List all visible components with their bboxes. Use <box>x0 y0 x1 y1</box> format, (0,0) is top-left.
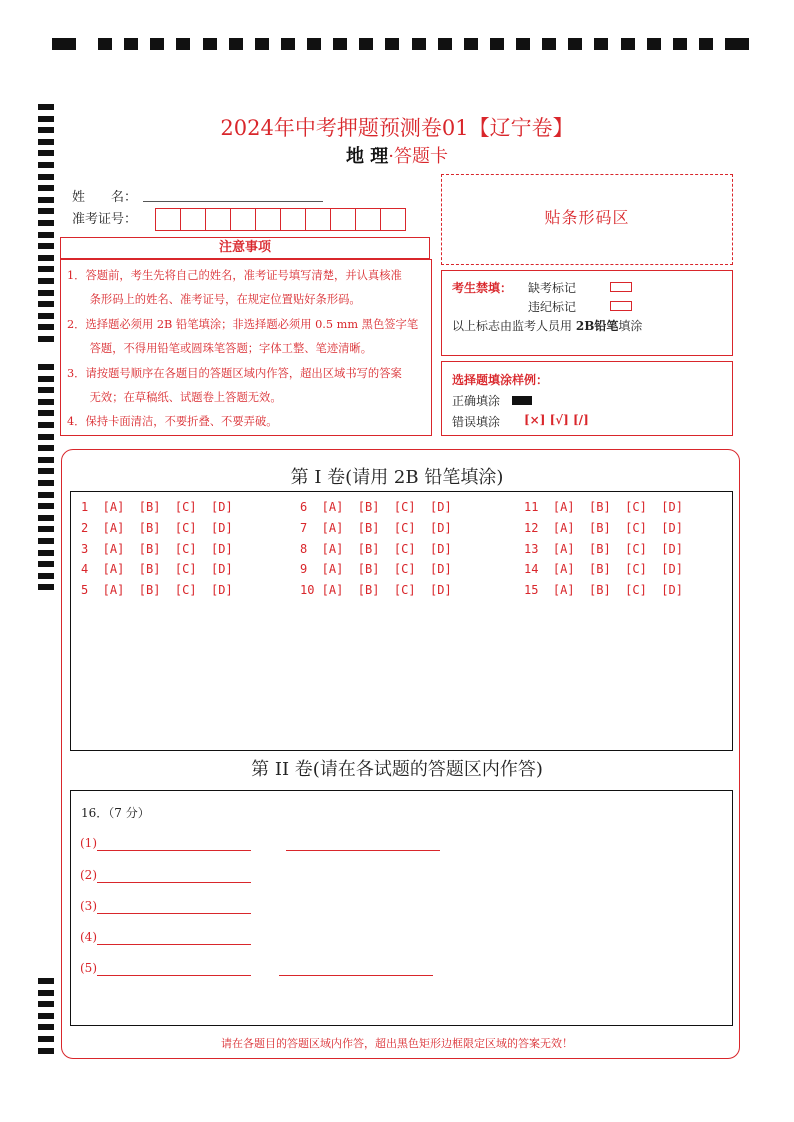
timing-mark <box>38 1001 54 1007</box>
timing-mark <box>38 197 54 203</box>
mc-question-row[interactable]: 6 [A] [B] [C] [D] <box>300 500 452 514</box>
page-title: 2024年中考押题预测卷01【辽宁卷】 <box>220 116 574 140</box>
timing-mark <box>124 38 138 50</box>
correct-fill-example <box>512 396 532 405</box>
timing-mark <box>38 515 54 521</box>
ban-note-bold: 2B铅笔 <box>575 319 619 333</box>
barcode-area: 贴条形码区 <box>441 174 733 265</box>
ban-note <box>452 317 642 334</box>
timing-mark <box>38 492 54 498</box>
mc-question-row[interactable]: 7 [A] [B] [C] [D] <box>300 520 452 535</box>
notice-body <box>60 259 432 436</box>
mc-question-row[interactable]: 1 [A] [B] [C] [D] <box>81 500 233 514</box>
timing-mark <box>516 38 530 50</box>
mc-question-row[interactable]: 11 [A] [B] [C] [D] <box>524 500 683 514</box>
timing-mark <box>38 445 54 451</box>
exam-number-label: 准考证号： <box>72 212 138 227</box>
notice-title: 注意事项 <box>60 237 430 259</box>
timing-mark <box>38 208 54 214</box>
timing-mark <box>38 573 54 579</box>
fill-sample-box <box>441 361 733 436</box>
timing-mark <box>385 38 399 50</box>
absent-mark-box[interactable] <box>610 282 632 292</box>
timing-mark <box>38 220 54 226</box>
mc-question-row[interactable]: 12 [A] [B] [C] [D] <box>524 520 683 535</box>
mc-question-row[interactable]: 9 [A] [B] [C] [D] <box>300 562 452 577</box>
timing-mark <box>281 38 295 50</box>
mc-question-row[interactable]: 14 [A] [B] [C] [D] <box>524 562 683 577</box>
timing-mark <box>464 38 478 50</box>
question-16-label: 16．（7 分） <box>81 806 150 820</box>
timing-mark <box>38 255 54 261</box>
top-timing-marks <box>52 38 749 52</box>
mc-question-row[interactable]: 8 [A] [B] [C] [D] <box>300 541 452 556</box>
answer-line[interactable] <box>97 913 251 914</box>
card-label: ·答题卡 <box>388 146 448 167</box>
answer-line[interactable] <box>97 850 251 851</box>
timing-mark <box>38 561 54 567</box>
sub-question-1: (1) <box>80 836 97 850</box>
mc-question-row[interactable]: 4 [A] [B] [C] [D] <box>81 562 233 577</box>
timing-mark <box>38 336 54 342</box>
notice-line: 3．请按题号顺序在各题目的答题区域内作答，超出区域书写的答案 <box>67 366 402 380</box>
exam-digit-box[interactable] <box>380 208 406 231</box>
exam-digit-box[interactable] <box>180 208 206 231</box>
exam-digit-box[interactable] <box>230 208 256 231</box>
part2-title: 第 II 卷(请在各试题的答题区内作答) <box>251 759 543 780</box>
timing-mark <box>594 38 608 50</box>
timing-mark <box>673 38 687 50</box>
timing-mark <box>438 38 452 50</box>
question-16-box <box>70 790 733 1026</box>
timing-mark <box>38 376 54 382</box>
notice-line: 1．答题前，考生先将自己的姓名，准考证号填写清楚，并认真核准 <box>67 269 402 282</box>
timing-mark <box>621 38 635 50</box>
wrong-fill-label: 错误填涂 <box>452 415 501 429</box>
mc-question-row[interactable]: 10 [A] [B] [C] [D] <box>300 583 452 598</box>
timing-mark <box>38 290 54 296</box>
timing-mark <box>38 410 54 416</box>
violation-mark-box[interactable] <box>610 301 632 311</box>
notice-line: 无效；在草稿纸、试题卷上答题无效。 <box>67 391 282 405</box>
timing-mark <box>38 364 54 370</box>
timing-mark <box>38 104 54 110</box>
timing-mark <box>150 38 164 50</box>
timing-mark <box>38 422 54 428</box>
timing-mark <box>38 278 54 284</box>
mc-question-row[interactable]: 5 [A] [B] [C] [D] <box>81 583 233 598</box>
timing-mark <box>38 550 54 556</box>
timing-mark <box>333 38 347 50</box>
exam-digit-box[interactable] <box>205 208 231 231</box>
ban-label: 考生禁填： <box>452 281 513 295</box>
timing-mark <box>176 38 190 50</box>
notice-line: 4．保持卡面清洁，不要折叠、不要弄破。 <box>67 415 278 429</box>
absent-mark-label: 缺考标记 <box>528 281 577 295</box>
timing-mark <box>38 584 54 590</box>
timing-mark <box>38 266 54 272</box>
exam-number-boxes[interactable] <box>156 208 406 232</box>
ban-note-pre: 以上标志由监考人员用 <box>452 319 573 333</box>
sub-question-4: (4) <box>80 930 97 944</box>
exam-digit-box[interactable] <box>355 208 381 231</box>
timing-mark <box>38 243 54 249</box>
sub-question-5: (5) <box>80 961 97 975</box>
notice-line: 2．选择题必须用 2B 铅笔填涂；非选择题必须用 0.5 mm 黑色签字笔 <box>67 317 419 331</box>
answer-line[interactable] <box>97 975 251 976</box>
timing-mark <box>38 174 54 180</box>
sub-question-2: (2) <box>80 868 97 882</box>
timing-mark <box>307 38 321 50</box>
timing-mark <box>38 990 54 996</box>
timing-mark <box>38 313 54 319</box>
sample-title: 选择题填涂样例： <box>452 373 549 387</box>
timing-mark <box>412 38 426 50</box>
notice-line: 条形码上的姓名、准考证号，在规定位置贴好条形码。 <box>67 293 361 307</box>
name-input-line[interactable] <box>143 201 323 202</box>
timing-mark <box>38 387 54 393</box>
ban-note-post: 填涂 <box>618 319 643 333</box>
timing-mark <box>38 978 54 984</box>
answer-line[interactable] <box>97 944 251 945</box>
answer-line[interactable] <box>97 882 251 883</box>
timing-mark <box>38 1024 54 1030</box>
timing-mark <box>38 301 54 307</box>
footer-note: 请在各题目的答题区域内作答，超出黑色矩形边框限定区域的答案无效！ <box>221 1037 573 1050</box>
timing-mark <box>203 38 217 50</box>
violation-mark-label: 违纪标记 <box>528 300 577 314</box>
timing-mark <box>38 526 54 532</box>
part1-title: 第 I 卷(请用 2B 铅笔填涂) <box>290 467 504 488</box>
page-subtitle <box>0 142 794 168</box>
examiner-marks-box <box>441 270 733 356</box>
correct-fill-label: 正确填涂 <box>452 394 501 408</box>
wrong-fill-examples: [×] [√] [/] <box>524 413 589 427</box>
timing-mark <box>38 324 54 330</box>
exam-digit-box[interactable] <box>155 208 181 231</box>
timing-mark <box>52 38 76 50</box>
timing-mark <box>38 399 54 405</box>
timing-mark <box>647 38 661 50</box>
timing-mark <box>98 38 112 50</box>
mc-question-row[interactable]: 2 [A] [B] [C] [D] <box>81 520 233 535</box>
exam-digit-box[interactable] <box>255 208 281 231</box>
timing-mark <box>38 434 54 440</box>
timing-mark <box>38 232 54 238</box>
timing-mark <box>38 457 54 463</box>
timing-mark <box>725 38 749 50</box>
mc-question-row[interactable]: 13 [A] [B] [C] [D] <box>524 541 683 556</box>
answer-line[interactable] <box>279 975 433 976</box>
subject-name: 地 理 <box>345 146 389 167</box>
timing-mark <box>490 38 504 50</box>
answer-line[interactable] <box>286 850 440 851</box>
timing-mark <box>542 38 556 50</box>
mc-question-row[interactable]: 15 [A] [B] [C] [D] <box>524 583 683 598</box>
timing-mark <box>255 38 269 50</box>
timing-mark <box>359 38 373 50</box>
name-label: 姓 名： <box>72 190 138 205</box>
timing-mark <box>229 38 243 50</box>
sub-question-3: (3) <box>80 899 97 913</box>
exam-digit-box[interactable] <box>305 208 331 231</box>
mc-question-row[interactable]: 3 [A] [B] [C] [D] <box>81 541 233 556</box>
timing-mark <box>38 1013 54 1019</box>
exam-digit-box[interactable] <box>330 208 356 231</box>
timing-mark <box>38 503 54 509</box>
exam-digit-box[interactable] <box>280 208 306 231</box>
timing-mark <box>568 38 582 50</box>
timing-mark <box>38 538 54 544</box>
timing-mark <box>699 38 713 50</box>
timing-mark <box>38 185 54 191</box>
notice-line: 答题，不得用铅笔或圆珠笔答题；字体工整、笔迹清晰。 <box>67 342 373 356</box>
